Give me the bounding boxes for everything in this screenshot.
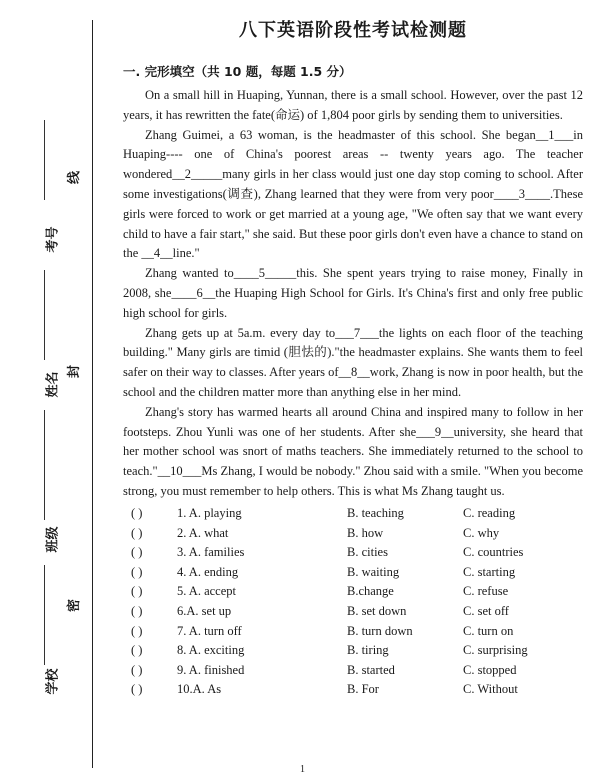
passage-paragraph-1: On a small hill in Huaping, Yunnan, there is a small school. However, over the past 12 years, it has rewritten the fate(命运) of 1,804 poor girls by sending them to universities. bbox=[123, 88, 583, 122]
option-b: B. cities bbox=[347, 545, 388, 560]
seal-char-mi: 密 bbox=[66, 598, 82, 613]
page-title: 八下英语阶段性考试检测题 bbox=[239, 20, 467, 41]
option-b: B.change bbox=[347, 584, 394, 599]
xuexiao-blank bbox=[44, 565, 45, 665]
option-c: C. set off bbox=[463, 604, 509, 618]
option-a: 4. A. ending bbox=[177, 564, 239, 579]
seal-char-feng: 封 bbox=[66, 364, 82, 379]
xuexiao-label: 学校 bbox=[44, 668, 60, 695]
option-b: B. how bbox=[347, 525, 384, 540]
passage-paragraph-3: Zhang wanted to____5_____this. She spent years trying to raise money, Finally in 2008, she____6__the Huaping High School for Girls. It's China's first and only free public high school for girls. bbox=[123, 266, 583, 320]
binding-margin bbox=[0, 0, 112, 778]
answer-paren[interactable]: ( ) bbox=[131, 506, 143, 521]
option-a: 10.A. As bbox=[177, 682, 222, 697]
answer-paren[interactable]: ( ) bbox=[131, 525, 143, 540]
option-c: C. reading bbox=[463, 506, 516, 521]
option-a: 6.A. set up bbox=[177, 604, 232, 618]
option-b: B. For bbox=[347, 682, 379, 697]
option-row bbox=[123, 680, 583, 700]
option-a: 1. A. playing bbox=[177, 506, 242, 521]
xingming-label: 姓名 bbox=[44, 371, 60, 398]
answer-paren[interactable]: ( ) bbox=[131, 604, 143, 618]
option-a: 7. A. turn off bbox=[177, 623, 242, 638]
option-c: C. surprising bbox=[463, 643, 528, 658]
banji-blank bbox=[44, 410, 45, 520]
option-row bbox=[123, 660, 583, 680]
option-row bbox=[123, 563, 583, 583]
kaohao-blank bbox=[44, 120, 45, 200]
passage-paragraph-5: Zhang's story has warmed hearts all around China and inspired many to follow in her footsteps. Zhou Yunli was one of her students. After she___9__university, she heard that her mother school was snort of maths teachers. She immediately returned to the school to teach."__10___Ms Zhang, I would be nobody." Zhou said with a smile. "When you become strong, you must remember to help others. This is what Ms Zhang taught us. bbox=[123, 404, 583, 498]
options-table bbox=[123, 504, 583, 700]
option-b: B. turn down bbox=[347, 623, 413, 638]
option-row bbox=[123, 602, 583, 622]
option-c: C. stopped bbox=[463, 662, 517, 677]
xingming-blank bbox=[44, 270, 45, 360]
option-a: 3. A. families bbox=[177, 545, 245, 560]
passage-paragraph-4: Zhang gets up at 5a.m. every day to___7___the lights on each floor of the teaching building." Many girls are timid (胆怯的)."the headmaster explains. She wants them to feel safer on their way to classes. After years of__8__work, Zhang is now in poor health, but the school and the children matter more than anything else in her mind. bbox=[123, 325, 583, 399]
option-c: C. turn on bbox=[463, 623, 514, 638]
option-c: C. Without bbox=[463, 682, 518, 697]
option-b: B. started bbox=[347, 662, 395, 677]
option-row bbox=[123, 621, 583, 641]
answer-paren[interactable]: ( ) bbox=[131, 564, 143, 579]
option-a: 9. A. finished bbox=[177, 662, 245, 677]
banji-label: 班级 bbox=[44, 526, 60, 553]
option-a: 2. A. what bbox=[177, 525, 229, 540]
option-b: B. tiring bbox=[347, 643, 389, 658]
option-c: C. starting bbox=[463, 564, 516, 579]
option-a: 5. A. accept bbox=[177, 584, 237, 599]
answer-paren[interactable]: ( ) bbox=[131, 584, 143, 599]
option-c: C. why bbox=[463, 525, 500, 540]
binding-rule bbox=[92, 20, 93, 768]
option-c: C. refuse bbox=[463, 584, 509, 599]
option-row bbox=[123, 523, 583, 543]
answer-paren[interactable]: ( ) bbox=[131, 545, 143, 560]
option-row bbox=[123, 504, 583, 524]
page-number: 1 bbox=[300, 764, 305, 775]
answer-paren[interactable]: ( ) bbox=[131, 623, 143, 638]
answer-paren[interactable]: ( ) bbox=[131, 643, 143, 658]
option-b: B. waiting bbox=[347, 564, 400, 579]
option-row bbox=[123, 641, 583, 661]
option-a: 8. A. exciting bbox=[177, 643, 245, 658]
passage-paragraph-2: Zhang Guimei, a 63 woman, is the headmaster of this school. She began__1___in Huaping---- one of China's poorest areas -- twenty years ago. The teacher wondered__2_____many girls in her class would just one day stop coming to school. After some investigations(调查), Zhang learned that they were from very poor____3____.These girls were forced to work or get married at a young age, "We often say that we want every child to have a fair start," she said. But these poor girls don't even have a chance to stand on the __4__line." bbox=[123, 127, 583, 261]
answer-paren[interactable]: ( ) bbox=[131, 662, 143, 677]
answer-paren[interactable]: ( ) bbox=[131, 682, 143, 697]
option-row bbox=[123, 582, 583, 602]
option-row bbox=[123, 543, 583, 563]
option-c: C. countries bbox=[463, 545, 524, 560]
seal-char-xian: 线 bbox=[66, 170, 82, 185]
kaohao-label: 考号 bbox=[44, 226, 60, 253]
section-heading: 一. 完形填空（共 10 题，每题 1.5 分） bbox=[123, 64, 352, 79]
option-b: B. teaching bbox=[347, 506, 404, 521]
option-b: B. set down bbox=[347, 604, 407, 618]
exam-content bbox=[123, 16, 583, 700]
